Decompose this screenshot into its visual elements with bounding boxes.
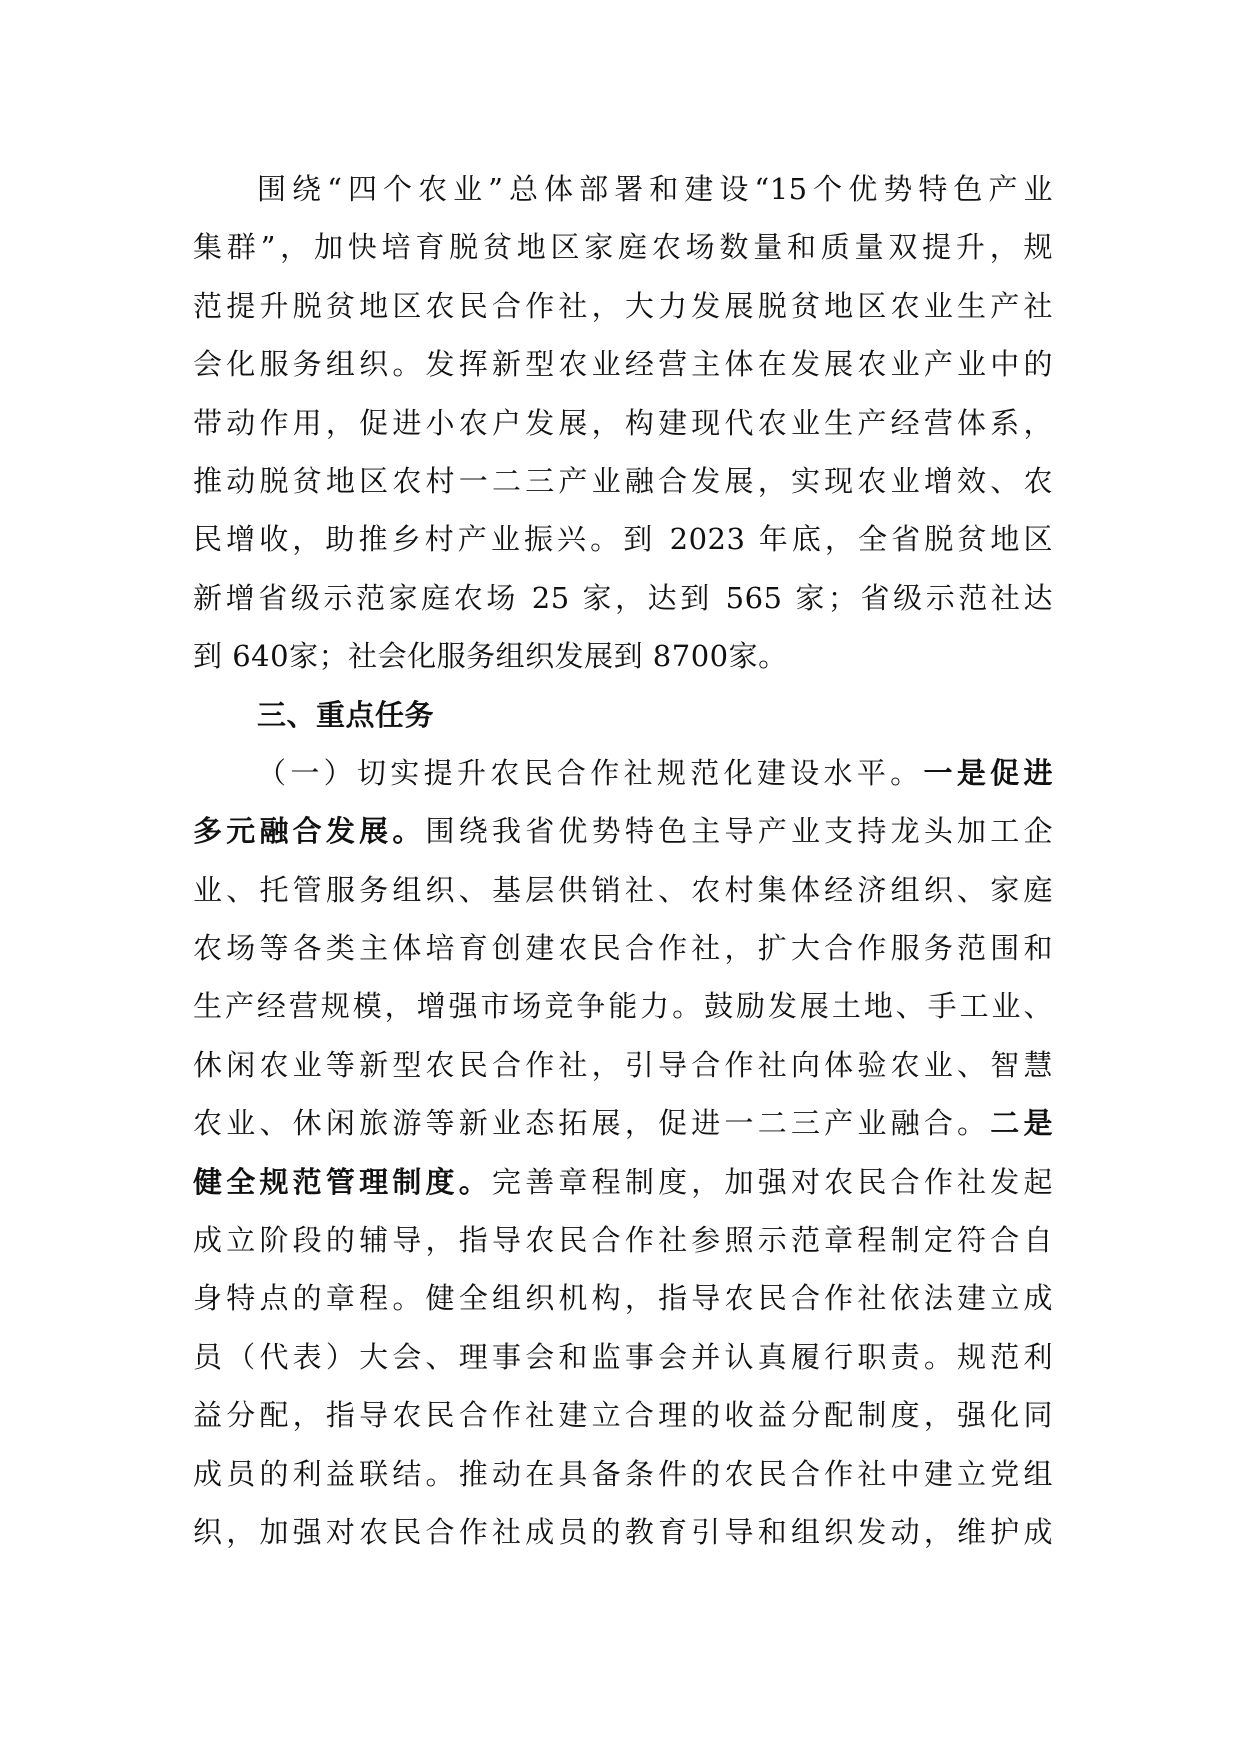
- paragraph-line: [193, 1153, 1053, 1211]
- section-heading: 三、重点任务: [257, 697, 435, 732]
- paragraph-line: 身特点的章程。健全组织机构，指导农民合作社依法建立成: [193, 1281, 1053, 1316]
- paragraph-line: 成员的利益联结。推动在具备条件的农民合作社中建立党组: [193, 1456, 1053, 1491]
- paragraph-line: 成立阶段的辅导，指导农民合作社参照示范章程制定符合自: [193, 1223, 1053, 1258]
- paragraph-line: 休闲农业等新型农民合作社，引导合作社向体验农业、智慧: [193, 1047, 1053, 1082]
- text-run: 农业、休闲旅游等新业态拓展，促进一二三产业融合。: [193, 1106, 991, 1141]
- paragraph-line: 带动作用，促进小农户发展，构建现代农业生产经营体系，: [193, 405, 1053, 440]
- bold-phrase: 多元融合发展。: [193, 814, 426, 849]
- paragraph-line: 织，加强对农民合作社成员的教育引导和组织发动，维护成: [193, 1514, 1053, 1549]
- bold-phrase: 二是: [990, 1106, 1053, 1141]
- bold-phrase: 健全规范管理制度。: [193, 1164, 492, 1199]
- text-run: 完善章程制度，加强对农民合作社发起: [491, 1164, 1053, 1199]
- paragraph-line: 员（代表）大会、理事会和监事会并认真履行职责。规范利: [193, 1339, 1053, 1374]
- paragraph-line: 民增收，助推乡村产业振兴。到 2023 年底，全省脱贫地区: [193, 522, 1053, 557]
- paragraph-line: 生产经营规模，增强市场竞争能力。鼓励发展土地、手工业、: [193, 989, 1053, 1024]
- paragraph-line: 推动脱贫地区农村一二三产业融合发展，实现农业增效、农: [193, 463, 1053, 498]
- paragraph-line: 会化服务组织。发挥新型农业经营主体在发展农业产业中的: [193, 347, 1053, 382]
- paragraph-line: [193, 802, 1053, 860]
- paragraph-line: 到 640家；社会化服务组织发展到 8700家。: [193, 639, 788, 674]
- paragraph-line: 新增省级示范家庭农场 25 家，达到 565 家；省级示范社达: [193, 580, 1053, 615]
- document-page: [193, 160, 1053, 1561]
- paragraph-line: 益分配，指导农民合作社建立合理的收益分配制度，强化同: [193, 1398, 1053, 1433]
- paragraph-line: 范提升脱贫地区农民合作社，大力发展脱贫地区农业生产社: [193, 288, 1053, 323]
- subsection-title: （一）切实提升农民合作社规范化建设水平。: [257, 755, 924, 790]
- paragraph-line: 业、托管服务组织、基层供销社、农村集体经济组织、家庭: [193, 872, 1053, 907]
- paragraph-line: 围绕“四个农业”总体部署和建设“15个优势特色产业: [257, 172, 1053, 206]
- paragraph-line: [193, 744, 1053, 802]
- paragraph-line: 农场等各类主体培育创建农民合作社，扩大合作服务范围和: [193, 931, 1053, 966]
- text-run: 围绕我省优势特色主导产业支持龙头加工企: [425, 814, 1053, 849]
- paragraph-line: [193, 1094, 1053, 1152]
- bold-phrase: 一是促进: [923, 755, 1053, 790]
- paragraph-line: 集群”，加快培育脱贫地区家庭农场数量和质量双提升，规: [193, 230, 1053, 265]
